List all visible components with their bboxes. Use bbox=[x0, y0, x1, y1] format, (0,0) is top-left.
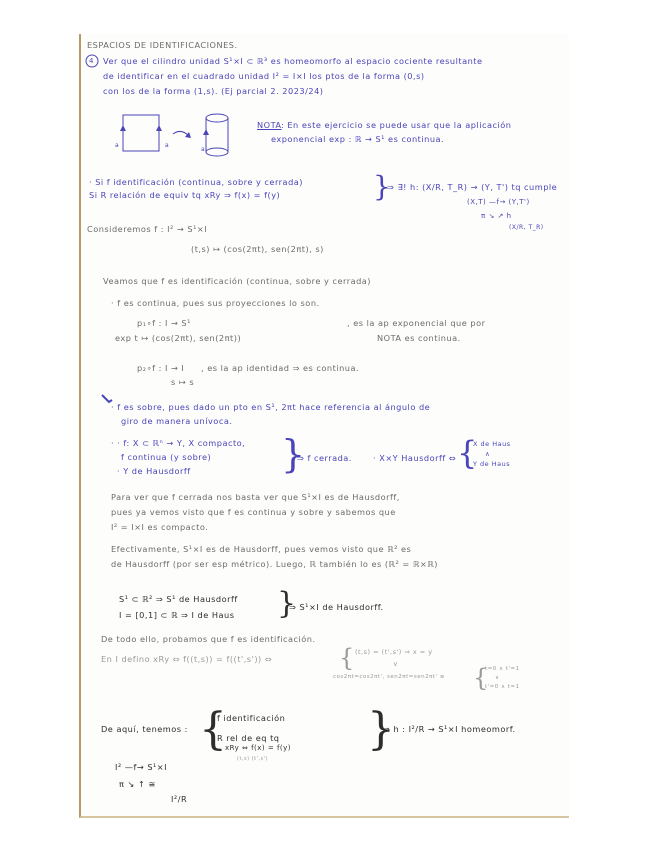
projection-2-reason: , es la ap identidad ⇒ es continua. bbox=[201, 363, 360, 373]
relation-or: ∨ bbox=[393, 660, 399, 668]
hausdorff-line: S¹ ⊂ ℝ² ⇒ S¹ de Hausdorff bbox=[119, 594, 238, 604]
relation-case: ∨ bbox=[495, 675, 500, 681]
projection-1-reason: NOTA es continua. bbox=[377, 333, 461, 343]
proof-surjective: · f es sobre, pues dado un pto en S¹, 2πt hace referencia al ángulo de bbox=[111, 402, 431, 412]
closed-lemma-line: · · f: X ⊂ ℝⁿ → Y, X compacto, bbox=[111, 438, 246, 448]
relation-case: (t,s) = (t',s') ⇒ x = y bbox=[355, 648, 433, 656]
edge-label: a bbox=[165, 142, 170, 149]
projection-1-reason: , es la ap exponencial que por bbox=[347, 318, 486, 328]
exercise-statement-line: Ver que el cilindro unidad S¹×I ⊂ ℝ³ es homeomorfo al espacio cociente resultante bbox=[103, 56, 483, 66]
hausdorff-text: Efectivamente, S¹×I es de Hausdorff, pues vemos visto que ℝ² es bbox=[111, 544, 412, 554]
conclusion-item: xRy ⇔ f(x) = f(y) bbox=[225, 744, 292, 752]
theorem-diagram: (X/R, T_R) bbox=[509, 224, 544, 231]
right-brace: } bbox=[277, 586, 297, 621]
conclusion-result: ⇒ h : I²/R → S¹×I homeomorf. bbox=[383, 724, 516, 734]
right-brace: } bbox=[373, 170, 391, 203]
left-brace: { bbox=[199, 704, 227, 755]
proof-continuous: · f es continua, pues sus proyecciones lo son. bbox=[111, 298, 320, 308]
page-title: ESPACIOS DE IDENTIFICACIONES. bbox=[87, 40, 238, 50]
proof-surjective: giro de manera unívoca. bbox=[121, 416, 233, 426]
relation-case: t'=0 ∧ t=1 bbox=[485, 684, 520, 690]
note-text: : En este ejercicio se puede usar que la aplicación bbox=[281, 120, 512, 130]
closed-lemma-line: f continua (y sobre) bbox=[121, 452, 212, 462]
hausdorff-text: de Hausdorff (por ser esp métrico). Luego, ℝ también lo es (ℝ² = ℝ×ℝ) bbox=[111, 559, 438, 569]
conclusion-faint-note: (t,s) (t',s') bbox=[237, 756, 268, 762]
edge-label: a bbox=[115, 142, 120, 149]
closed-lemma-line: · Y de Hausdorff bbox=[117, 466, 191, 476]
relation-definition: En I defino xRy ⇔ f((t,s)) = f((t',s')) ⇔ bbox=[101, 654, 273, 664]
product-lemma: · X×Y Hausdorff ⇔ bbox=[373, 453, 457, 463]
closed-conclusion: ⇒ f cerrada. bbox=[297, 453, 352, 463]
conclusion-diagram: I²/R bbox=[171, 794, 188, 804]
definition-line: Consideremos f : I² → S¹×I bbox=[87, 224, 208, 234]
exercise-statement-line: de identificar en el cuadrado unidad I² = I×I los ptos de la forma (0,s) bbox=[103, 71, 425, 81]
conclusion-item: R rel de eq tq bbox=[217, 733, 280, 743]
conclusion-lead: De aquí, tenemos : bbox=[101, 724, 188, 734]
exercise-statement-line: con los de la forma (1,s). (Ej parcial 2. 2023/24) bbox=[103, 86, 324, 96]
product-case: Y de Haus bbox=[473, 460, 511, 468]
hausdorff-line: I = [0,1] ⊂ ℝ ⇒ I de Haus bbox=[119, 610, 235, 620]
conclusion-diagram: π ↘ ↑ ≅ bbox=[119, 779, 156, 789]
exercise-number: 4 bbox=[89, 57, 94, 65]
right-brace: } bbox=[367, 704, 395, 755]
closed-text: pues ya vemos visto que f es continua y sobre y sabemos que bbox=[111, 507, 396, 517]
hausdorff-conclusion: ⇒ S¹×I de Hausdorff. bbox=[289, 602, 384, 612]
relation-case: t=0 ∧ t'=1 bbox=[485, 666, 520, 672]
theorem-diagram: (X,T) —f→ (Y,T') bbox=[467, 198, 530, 206]
projection-2-eval: s ↦ s bbox=[171, 377, 195, 387]
left-brace: { bbox=[457, 434, 478, 472]
relation-case: cos2πt=cos2πt', sen2πt=sen2πt' ≡ bbox=[333, 674, 445, 680]
square-to-cylinder-diagram bbox=[111, 112, 251, 162]
product-case: ∧ bbox=[485, 450, 491, 458]
left-brace: { bbox=[473, 664, 489, 692]
theorem-conclusion: ⇒ ∃! h: (X/R, T_R) → (Y, T') tq cumple bbox=[387, 182, 558, 192]
proof-summary: De todo ello, probamos que f es identificación. bbox=[101, 634, 316, 644]
definition-line: (t,s) ↦ (cos(2πt), sen(2πt), s) bbox=[191, 244, 324, 254]
conclusion-diagram: I² —f→ S¹×I bbox=[115, 762, 168, 772]
product-case: X de Haus bbox=[473, 440, 511, 448]
conclusion-item: f identificación bbox=[217, 713, 286, 723]
notebook-page bbox=[79, 34, 569, 818]
projection-1-map: p₁∘f : I → S¹ bbox=[137, 318, 191, 328]
closed-text: I² = I×I es compacto. bbox=[111, 522, 209, 532]
projection-2-map: p₂∘f : I → I bbox=[137, 363, 185, 373]
note-text: exponencial exp : ℝ → S¹ es continua. bbox=[271, 134, 445, 144]
proof-intro: Veamos que f es identificación (continua, sobre y cerrada) bbox=[103, 276, 372, 286]
left-brace: { bbox=[339, 644, 355, 672]
projection-1-eval: exp t ↦ (cos(2πt), sen(2πt)) bbox=[115, 333, 242, 343]
right-brace: } bbox=[281, 432, 306, 476]
theorem-line: · Si f identificación (continua, sobre y cerrada) bbox=[89, 177, 303, 187]
edge-label: a bbox=[201, 146, 206, 153]
closed-text: Para ver que f cerrada nos basta ver que S¹×I es de Hausdorff, bbox=[111, 492, 400, 502]
theorem-diagram: π ↘ ↗ h bbox=[481, 212, 512, 220]
theorem-line: Si R relación de equiv tq xRy ⇒ f(x) = f(y) bbox=[89, 190, 281, 200]
note-label: NOTA bbox=[257, 120, 282, 130]
